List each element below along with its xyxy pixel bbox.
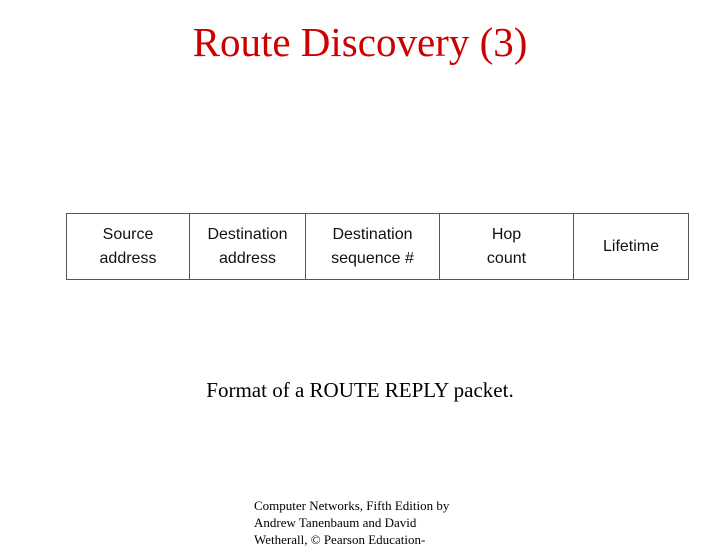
packet-field-label: Destination address <box>207 225 288 267</box>
packet-field-label: Source address <box>99 225 157 267</box>
figure-caption: Format of a ROUTE REPLY packet. <box>206 378 514 402</box>
packet-field-label: Hop count <box>486 225 527 267</box>
packet-field-destination-address <box>190 214 306 279</box>
route-reply-packet-diagram <box>66 213 689 280</box>
slide-title: Route Discovery (3) <box>192 19 528 65</box>
footer-citation: Computer Networks, Fifth Edition by Andrew Tanenbaum and David Wetherall, © Pearson Education- <box>254 498 450 547</box>
packet-field-label: Lifetime <box>602 237 660 255</box>
packet-field-source-address <box>67 214 190 279</box>
packet-field-destination-sequence <box>306 214 440 279</box>
packet-field-hop-count <box>440 214 574 279</box>
packet-field-lifetime <box>574 214 688 279</box>
packet-field-label: Destination sequence # <box>331 225 414 267</box>
